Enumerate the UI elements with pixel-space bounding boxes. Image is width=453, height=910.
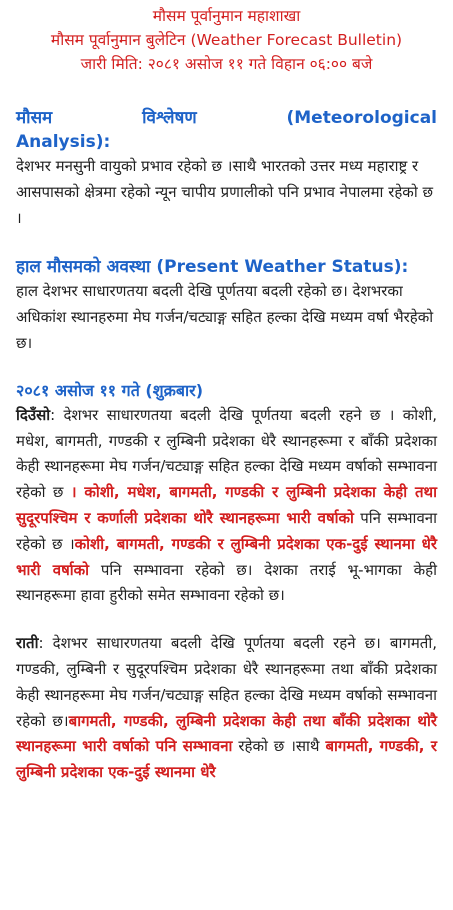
analysis-heading-line2: Analysis): <box>16 132 111 152</box>
forecast-date-heading: २०८१ असोज ११ गते (शुक्रबार) <box>16 380 204 400</box>
issue-date: जारी मिति: २०८१ असोज ११ गते विहान ०६:०० बजे <box>80 55 373 73</box>
present-weather-body: हाल देशभर साधारणतया बदली देखि पूर्णतया बदली रहेको छ। देशभरका अधिकांश स्थानहरुमा मेघ गर्जन/चट्याङ्ग सहित हल्का देखि मध्यम वर्षा भैरहेको छ। <box>16 282 434 352</box>
present-weather-heading: हाल मौसमको अवस्था (Present Weather Status): <box>16 257 409 278</box>
bulletin-header <box>16 4 437 76</box>
day-heavy-rain-warning: । कोशी, मधेश, बागमती, गण्डकी र लुम्बिनी प्रदेशका केही तथा सुदूरपश्चिम र कर्णाली प्रदेशका थोरै स्थानहरूमा भारी वर्षाको <box>16 483 437 527</box>
night-forecast-paragraph <box>16 631 437 786</box>
analysis-body: देशभर मनसुनी वायुको प्रभाव रहेको छ ।साथै भारतको उत्तर मध्य महाराष्ट्र र आसपासको क्षेत्रमा रहेको न्यून चापीय प्रणालीको पनि प्रभाव नेपालमा रहेको छ । <box>16 157 433 227</box>
analysis-heading-word3: (Meteorological <box>286 108 437 128</box>
night-text-1: : देशभर साधारणतया बदली देखि पूर्णतया बदली रहने छ। बागमती, गण्डकी, लुम्बिनी र सुदूरपश्चिम प्रदेशका धेरै स्थानहरूमा तथा बाँकी प्रदेशका केही स्थानहरूमा मेघ गर्जन/चट्याङ्ग सहित हल्का देखि मध्यम वर्षाको सम्भावना रहेको छ। <box>16 634 437 730</box>
night-label: राती <box>16 634 39 653</box>
night-text-2: रहेको छ ।साथै <box>232 737 326 756</box>
day-forecast-paragraph <box>16 403 437 609</box>
night-heavy-rain-warning: बागमती, गण्डकी, लुम्बिनी प्रदेशका केही तथा बाँकी प्रदेशका थोरै स्थानहरूमा भारी वर्षाको पनि सम्भावना <box>16 711 437 756</box>
analysis-heading-word1: मौसम <box>16 108 53 128</box>
day-text-3: पनि सम्भावना रहेको छ। देशका तराई भू-भागका केही स्थानहरूमा हावा हुरीको समेत सम्भावना रहेको छ। <box>16 560 437 605</box>
day-text-1: : देशभर साधारणतया बदली देखि पूर्णतया बदली रहने छ । कोशी, मधेश, बागमती, गण्डकी र लुम्बिनी प्रदेशका धेरै स्थानहरूमा र बाँकी प्रदेशका केही स्थानहरूमा मेघ गर्जन/चट्याङ्ग सहित हल्का देखि मध्यम वर्षाको सम्भावना रहेको छ <box>16 405 437 502</box>
day-very-heavy-rain-warning: कोशी, बागमती, गण्डकी र लुम्बिनी प्रदेशका एक-दुई स्थानमा धेरै भारी वर्षाको <box>16 534 438 579</box>
analysis-heading <box>16 106 437 154</box>
day-label: दिउँसो <box>16 405 51 424</box>
night-very-heavy-rain-warning: बागमती, गण्डकी, र लुम्बिनी प्रदेशका एक-दुई स्थानमा धेरै <box>16 737 438 782</box>
division-name: मौसम पूर्वानुमान महाशाखा <box>152 7 301 25</box>
day-text-2: पनि सम्भावना रहेको छ । <box>16 508 437 553</box>
analysis-heading-word2: विश्लेषण <box>142 108 197 128</box>
bulletin-title: मौसम पूर्वानुमान बुलेटिन (Weather Forecast Bulletin) <box>50 31 403 49</box>
